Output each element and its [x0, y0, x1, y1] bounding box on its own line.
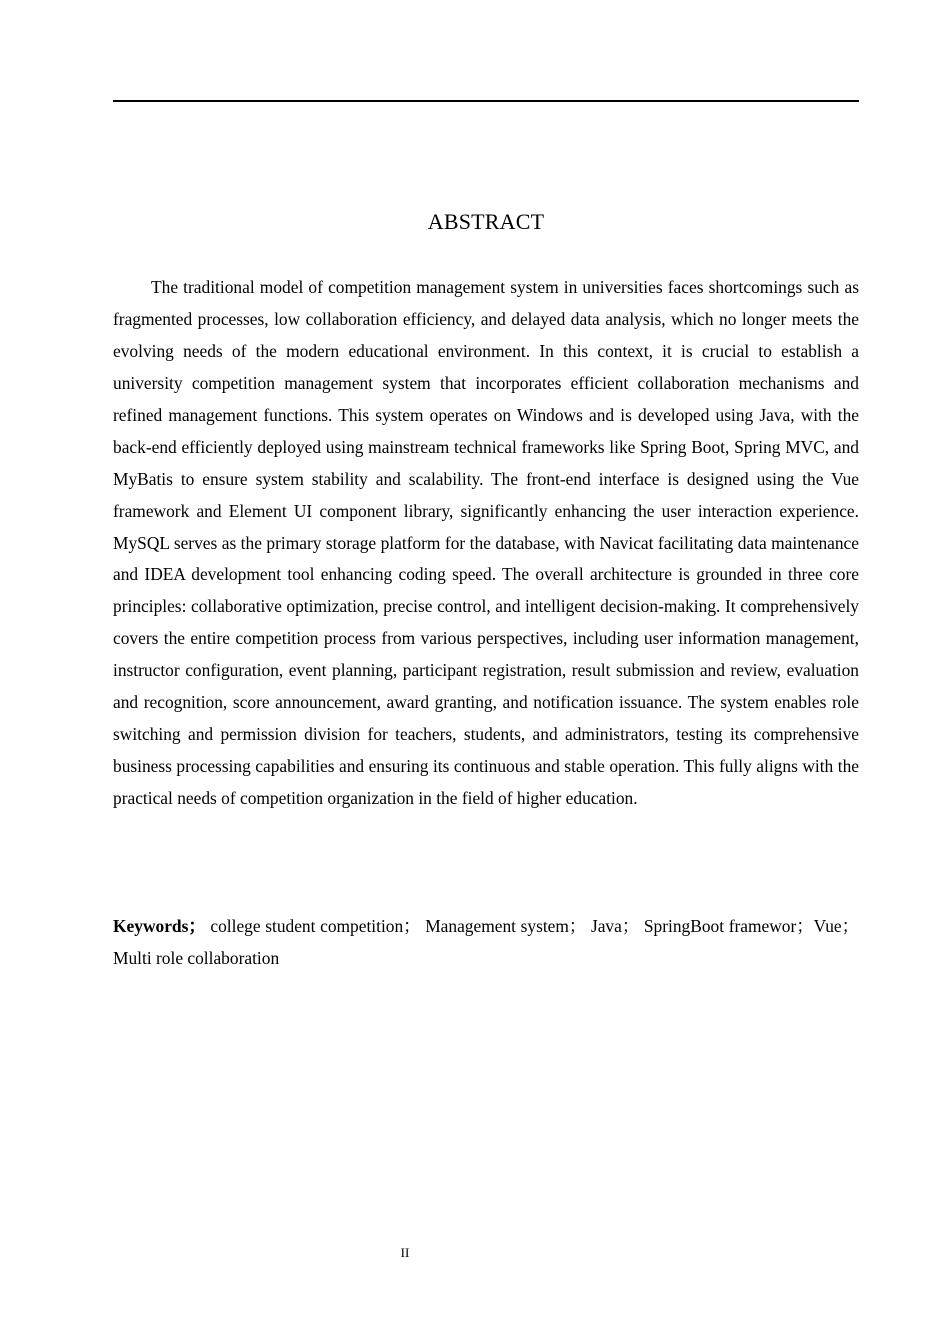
abstract-paragraph: The traditional model of competition management system in universities faces shortcomings such as fragmented processes, low collaboration efficiency, and delayed data analysis, which no longer meets the evolving needs of the modern educational environment. In this context, it is crucial to establish a university competition management system that incorporates efficient collaboration mechanisms and refined management functions. This system operates on Windows and is developed using Java, with the back-end efficiently deployed using mainstream technical frameworks like Spring Boot, Spring MVC, and MyBatis to ensure system stability and scalability. The front-end interface is designed using the Vue framework and Element UI component library, significantly enhancing the user interaction experience. MySQL serves as the primary storage platform for the database, with Navicat facilitating data maintenance and IDEA development tool enhancing coding speed. The overall architecture is grounded in three core principles: collaborative optimization, precise control, and intelligent decision-making. It comprehensively covers the entire competition process from various perspectives, including user information management, instructor configuration, event planning, participant registration, result submission and review, evaluation and recognition, score announcement, award granting, and notification issuance. The system enables role switching and permission division for teachers, students, and administrators, testing its comprehensive business processing capabilities and ensuring its continuous and stable operation. This fully aligns with the practical needs of competition organization in the field of higher education. — [113, 277, 859, 808]
keywords-label: Keywords； — [113, 916, 206, 936]
page-number: II — [400, 1245, 410, 1260]
keywords-line — [113, 910, 859, 974]
keywords-text: college student competition； Management system； Java； SpringBoot framewor；Vue；Multi role collaboration — [113, 916, 859, 968]
header-rule — [113, 100, 859, 102]
abstract-title: ABSTRACT — [427, 209, 545, 234]
